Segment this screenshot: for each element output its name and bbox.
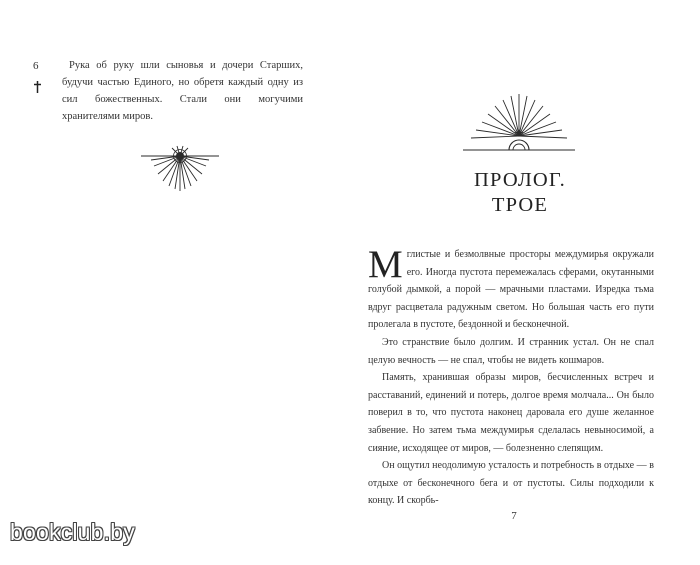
- watermark: bookclub.by: [10, 519, 135, 545]
- paragraph-4: Он ощутил неодолимую усталость и потребность в отдыхе — в отдыхе от бесконечного бега и от пустоты. Силы подходили к концу. И скорбь-: [368, 460, 654, 507]
- paragraph-1-text: глистые и безмолвные просторы междумирья окружали его. Иногда пустота перемежалась сферами, окутанными голубой дымкой, а порой — мрачными пластами. Изредка тьма вдруг расцветала радужным светом. Но большая часть его пути пролегала в пустоте, бездонной и бесконечной.: [368, 249, 654, 331]
- sun-ornament-icon: [139, 144, 221, 192]
- left-page-number: 6: [33, 60, 39, 72]
- chapter-heading: [455, 168, 585, 218]
- right-page-text: [368, 243, 654, 510]
- paragraph-3: Память, хранившая образы миров, бесчисленных встреч и расставаний, единений и потерь, долгое время молчала... Он было поверил в то, что пустота наконец даровала его душе желанное забвение. Но затем тьма междумирья сделалась невыносимой, а сияние, исходящее от миров, — болезненно слепящим.: [368, 372, 654, 454]
- cross-icon: [33, 81, 42, 93]
- sunrise-ornament-icon: [463, 92, 575, 154]
- paragraph-2: Это странствие было долгим. И странник устал. Он не спал целую вечность — не спал, чтобы не видеть кошмаров.: [368, 336, 654, 366]
- heading-line-1: ПРОЛОГ.: [473, 169, 566, 191]
- heading-line-2: ТРОЕ: [491, 194, 549, 216]
- left-page-text: Рука об руку шли сыновья и дочери Старших, будучи частью Единого, но обретя каждый одну из сил божественных. Стали они могучими хранителями миров.: [62, 60, 303, 122]
- paragraph-1: [368, 243, 654, 334]
- right-page-number: 7: [511, 510, 517, 522]
- drop-cap: М: [368, 243, 403, 286]
